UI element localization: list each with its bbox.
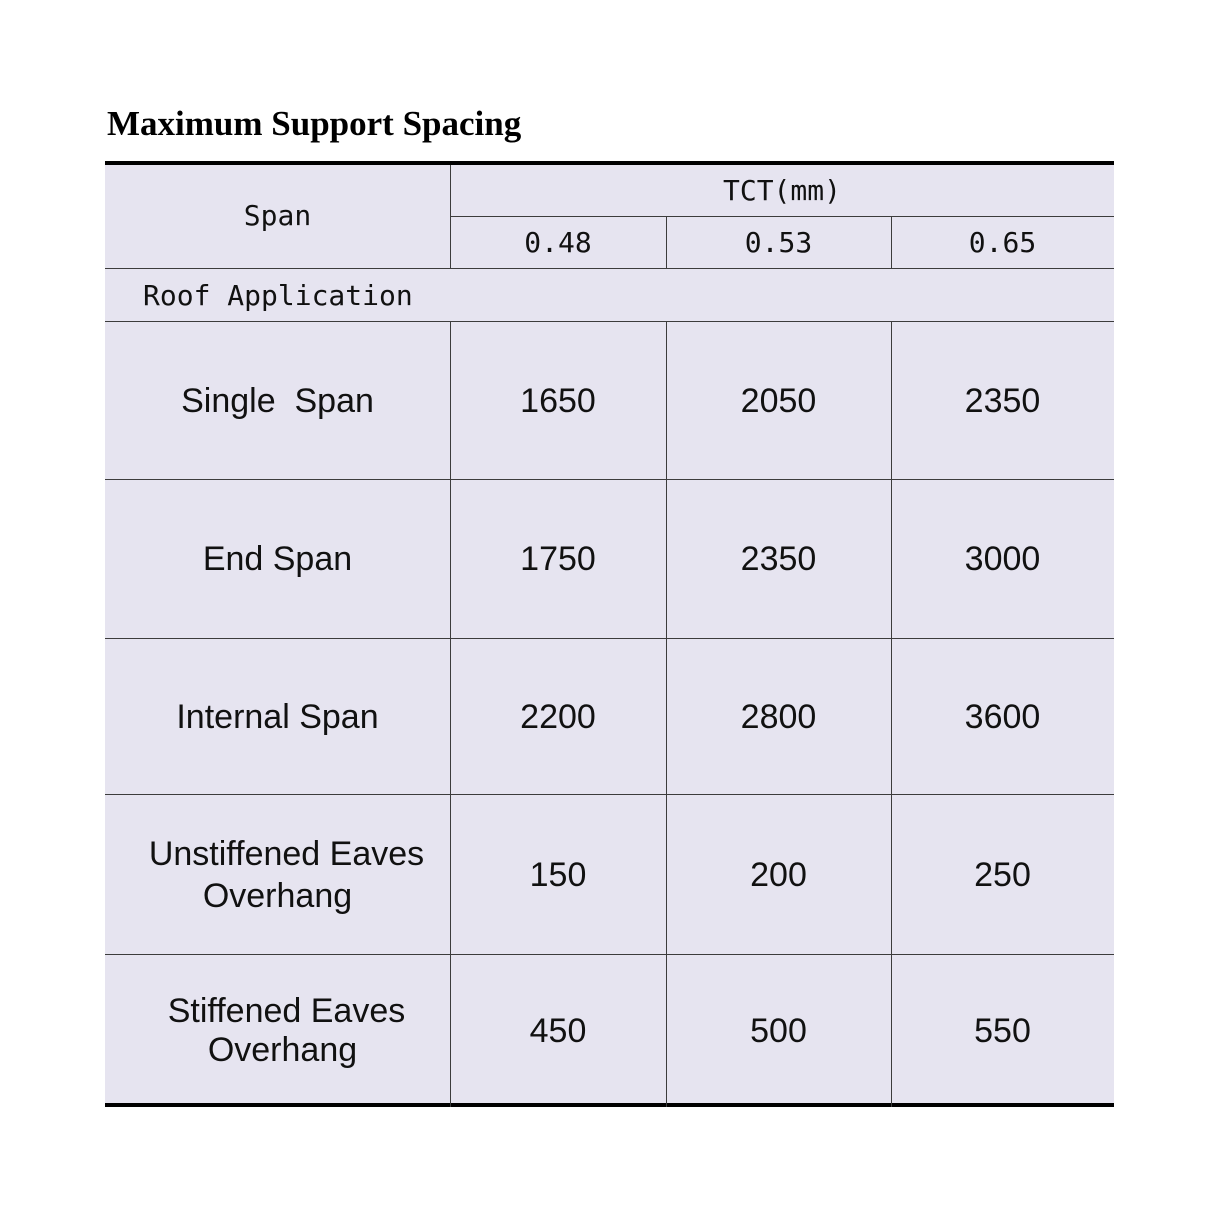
row-label-stiffened-eaves-overhang	[105, 955, 450, 1107]
table-cell: 3600	[964, 697, 1041, 736]
table-cell: 2200	[520, 697, 596, 736]
table-cell: 200	[750, 855, 807, 894]
table-cell: 450	[529, 1012, 587, 1050]
table-cell: 2350	[964, 381, 1041, 420]
thickness-header-0-53: 0.53	[744, 226, 813, 259]
support-spacing-table	[105, 161, 1114, 1107]
table-cell: 550	[974, 1012, 1031, 1050]
thickness-header-0-65: 0.65	[968, 226, 1037, 259]
row-label-internal-span: Internal Span	[176, 697, 379, 736]
table-cell: 500	[750, 1012, 807, 1050]
row-label-line: Unstiffened Eaves	[148, 834, 425, 873]
tct-group-header: TCT(mm)	[722, 174, 841, 207]
table-cell: 2050	[740, 381, 817, 420]
table-cell: 1650	[520, 381, 596, 420]
section-label-roof-application: Roof Application	[143, 278, 413, 312]
row-label-unstiffened-eaves-overhang	[105, 795, 450, 954]
row-label-line: Overhang	[202, 876, 353, 915]
row-label-end-span: End Span	[202, 540, 353, 578]
table-cell: 2800	[740, 697, 817, 736]
span-column-header: Span	[243, 199, 312, 232]
table-cell: 250	[974, 855, 1031, 894]
thickness-header-0-48: 0.48	[524, 226, 592, 259]
row-label-single-span: Single Span	[181, 381, 374, 420]
page-title: Maximum Support Spacing	[107, 104, 522, 143]
table-cell: 2350	[740, 540, 817, 578]
table-cell: 150	[529, 855, 587, 894]
row-label-line: Overhang	[207, 1031, 358, 1069]
table-cell: 1750	[520, 540, 596, 578]
row-label-line: Stiffened Eaves	[167, 992, 406, 1030]
table-cell: 3000	[964, 540, 1041, 578]
